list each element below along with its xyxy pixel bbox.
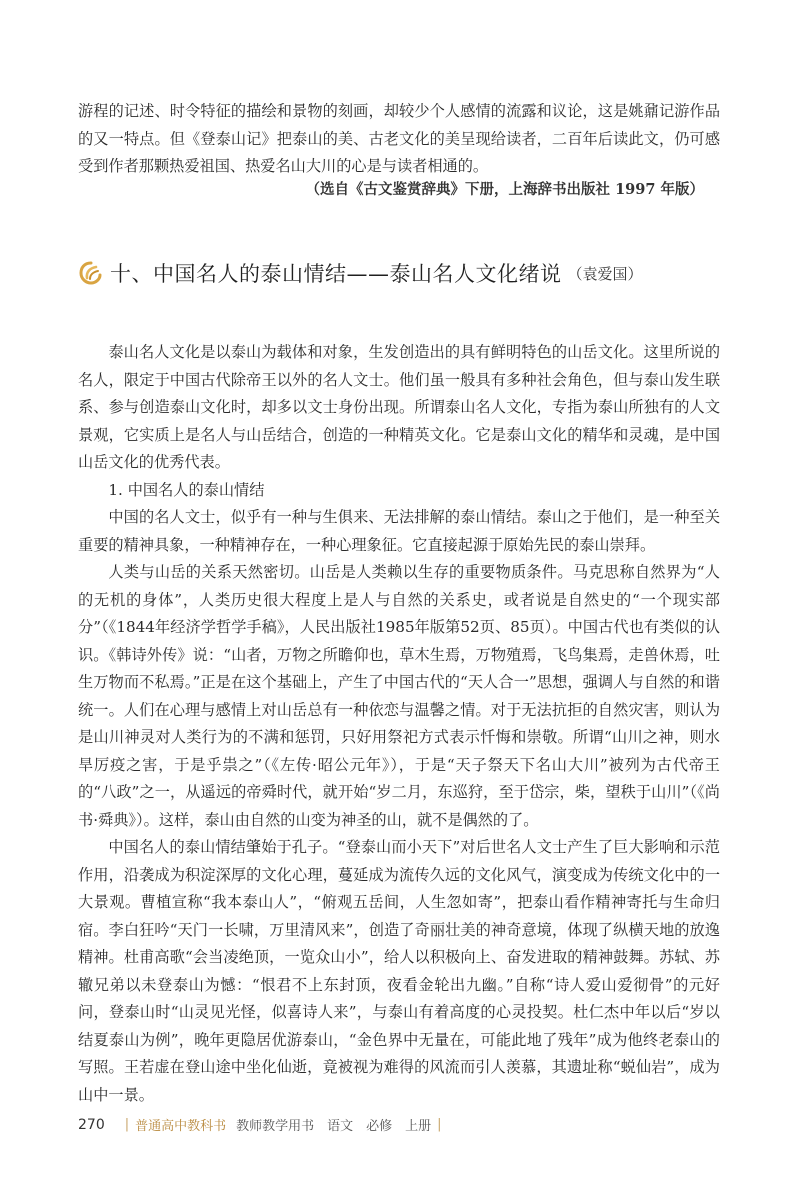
top-paragraph: 游程的记述、时令特征的描绘和景物的刻画，却较少个人感情的流露和议论，这是姚鼐记游作品的又一特点。但《登泰山记》把泰山的美、古老文化的美呈现给读者，二百年后读此文，仍可感受到作者那颗热爱祖国、热爱名山大川的心是与读者相通的。	[78, 102, 720, 175]
page-number: 270	[78, 1116, 105, 1133]
paragraph-complex: 中国的名人文士，似乎有一种与生俱来、无法排解的泰山情结。泰山之于他们，是一种至关重要的精神具象，一种精神存在，一种心理象征。它直接起源于原始先民的泰山崇拜。	[78, 508, 720, 554]
swirl-icon	[78, 260, 104, 286]
paragraph-nature: 人类与山岳的关系天然密切。山岳是人类赖以生存的重要物质条件。马克思称自然界为“人的无机的身体”，人类历史很大程度上是人与自然的关系史，或者说是自然史的“一个现实部分”（《1844年经济学哲学手稿》，人民出版社1985年版第52页、85页）。中国古代也有类似的认识。《韩诗外传》说：“山者，万物之所瞻仰也，草木生焉，万物殖焉，飞鸟集焉，走兽休焉，吐生万物而不私焉。”正是在这个基础上，产生了中国古代的“天人合一”思想，强调人与自然的和谐统一。人们在心理与感情上对山岳总有一种依恋与温馨之情。对于无法抗拒的自然灾害，则认为是山川神灵对人类行为的不满和惩罚，只好用祭祀方式表示忏悔和崇敬。所谓“山川之神，则水旱厉疫之害，于是乎祟之”（《左传·昭公元年》），于是“天子祭天下名山大川”被列为古代帝王的“八政”之一，从遥远的帝舜时代，就开始“岁二月，东巡狩，至于岱宗，柴，望秩于山川”（《尚书·舜典》）。这样，泰山由自然的山变为神圣的山，就不是偶然的了。	[78, 563, 720, 829]
page-footer	[78, 1115, 448, 1134]
subheading-1: 1. 中国名人的泰山情结	[108, 480, 265, 499]
footer-separator-left: |	[124, 1117, 130, 1132]
section-author: （袁爱国）	[567, 264, 643, 283]
footer-separator-right: |	[437, 1117, 442, 1132]
section-heading	[78, 258, 738, 288]
footer-series: 普通高中教科书	[135, 1119, 227, 1134]
section-title: 十、中国名人的泰山情结——泰山名人文化绪说	[110, 262, 562, 286]
source-note: （选自《古文鉴赏辞典》下册，上海辞书出版社 1997 年版）	[305, 181, 704, 198]
footer-book-info: 教师教学用书 语文 必修 上册	[236, 1119, 432, 1134]
paragraph-confucius: 中国名人的泰山情结肇始于孔子。“登泰山而小天下”对后世名人文士产生了巨大影响和示范作用，沿袭成为积淀深厚的文化心理，蔓延成为流传久远的文化风气，演变成为传统文化中的一大景观。曹植宣称“我本泰山人”，“俯观五岳间，人生忽如寄”，把泰山看作精神寄托与生命归宿。李白狂吟“天门一长啸，万里清风来”，创造了奇丽壮美的神奇意境，体现了纵横天地的放逸精神。杜甫高歌“会当凌绝顶，一览众山小”，给人以积极向上、奋发进取的精神鼓舞。苏轼、苏辙兄弟以未登泰山为憾：“恨君不上东封顶，夜看金轮出九幽。”自称“诗人爱山爱彻骨”的元好问，登泰山时“山灵见光怪，似喜诗人来”，与泰山有着高度的心灵投契。杜仁杰中年以后“岁以结夏泰山为例”，晚年更隐居优游泰山，“金色界中无量在，可能此地了残年”成为他终老泰山的写照。王若虚在登山途中坐化仙逝，竟被视为难得的风流而引人羡慕，其遗址称“蜕仙岩”，成为山中一景。	[78, 838, 720, 1104]
top-paragraph-block	[78, 98, 720, 181]
paragraph-intro: 泰山名人文化是以泰山为载体和对象，生发创造出的具有鲜明特色的山岳文化。这里所说的名人，限定于中国古代除帝王以外的名人文士。他们虽一般具有多种社会角色，但与泰山发生联系、参与创造泰山文化时，却多以文士身份出现。所谓泰山名人文化，专指为泰山所独有的人文景观，它实质上是名人与山岳结合，创造的一种精英文化。它是泰山文化的精华和灵魂，是中国山岳文化的优秀代表。	[78, 343, 720, 471]
article-body	[78, 339, 720, 1109]
